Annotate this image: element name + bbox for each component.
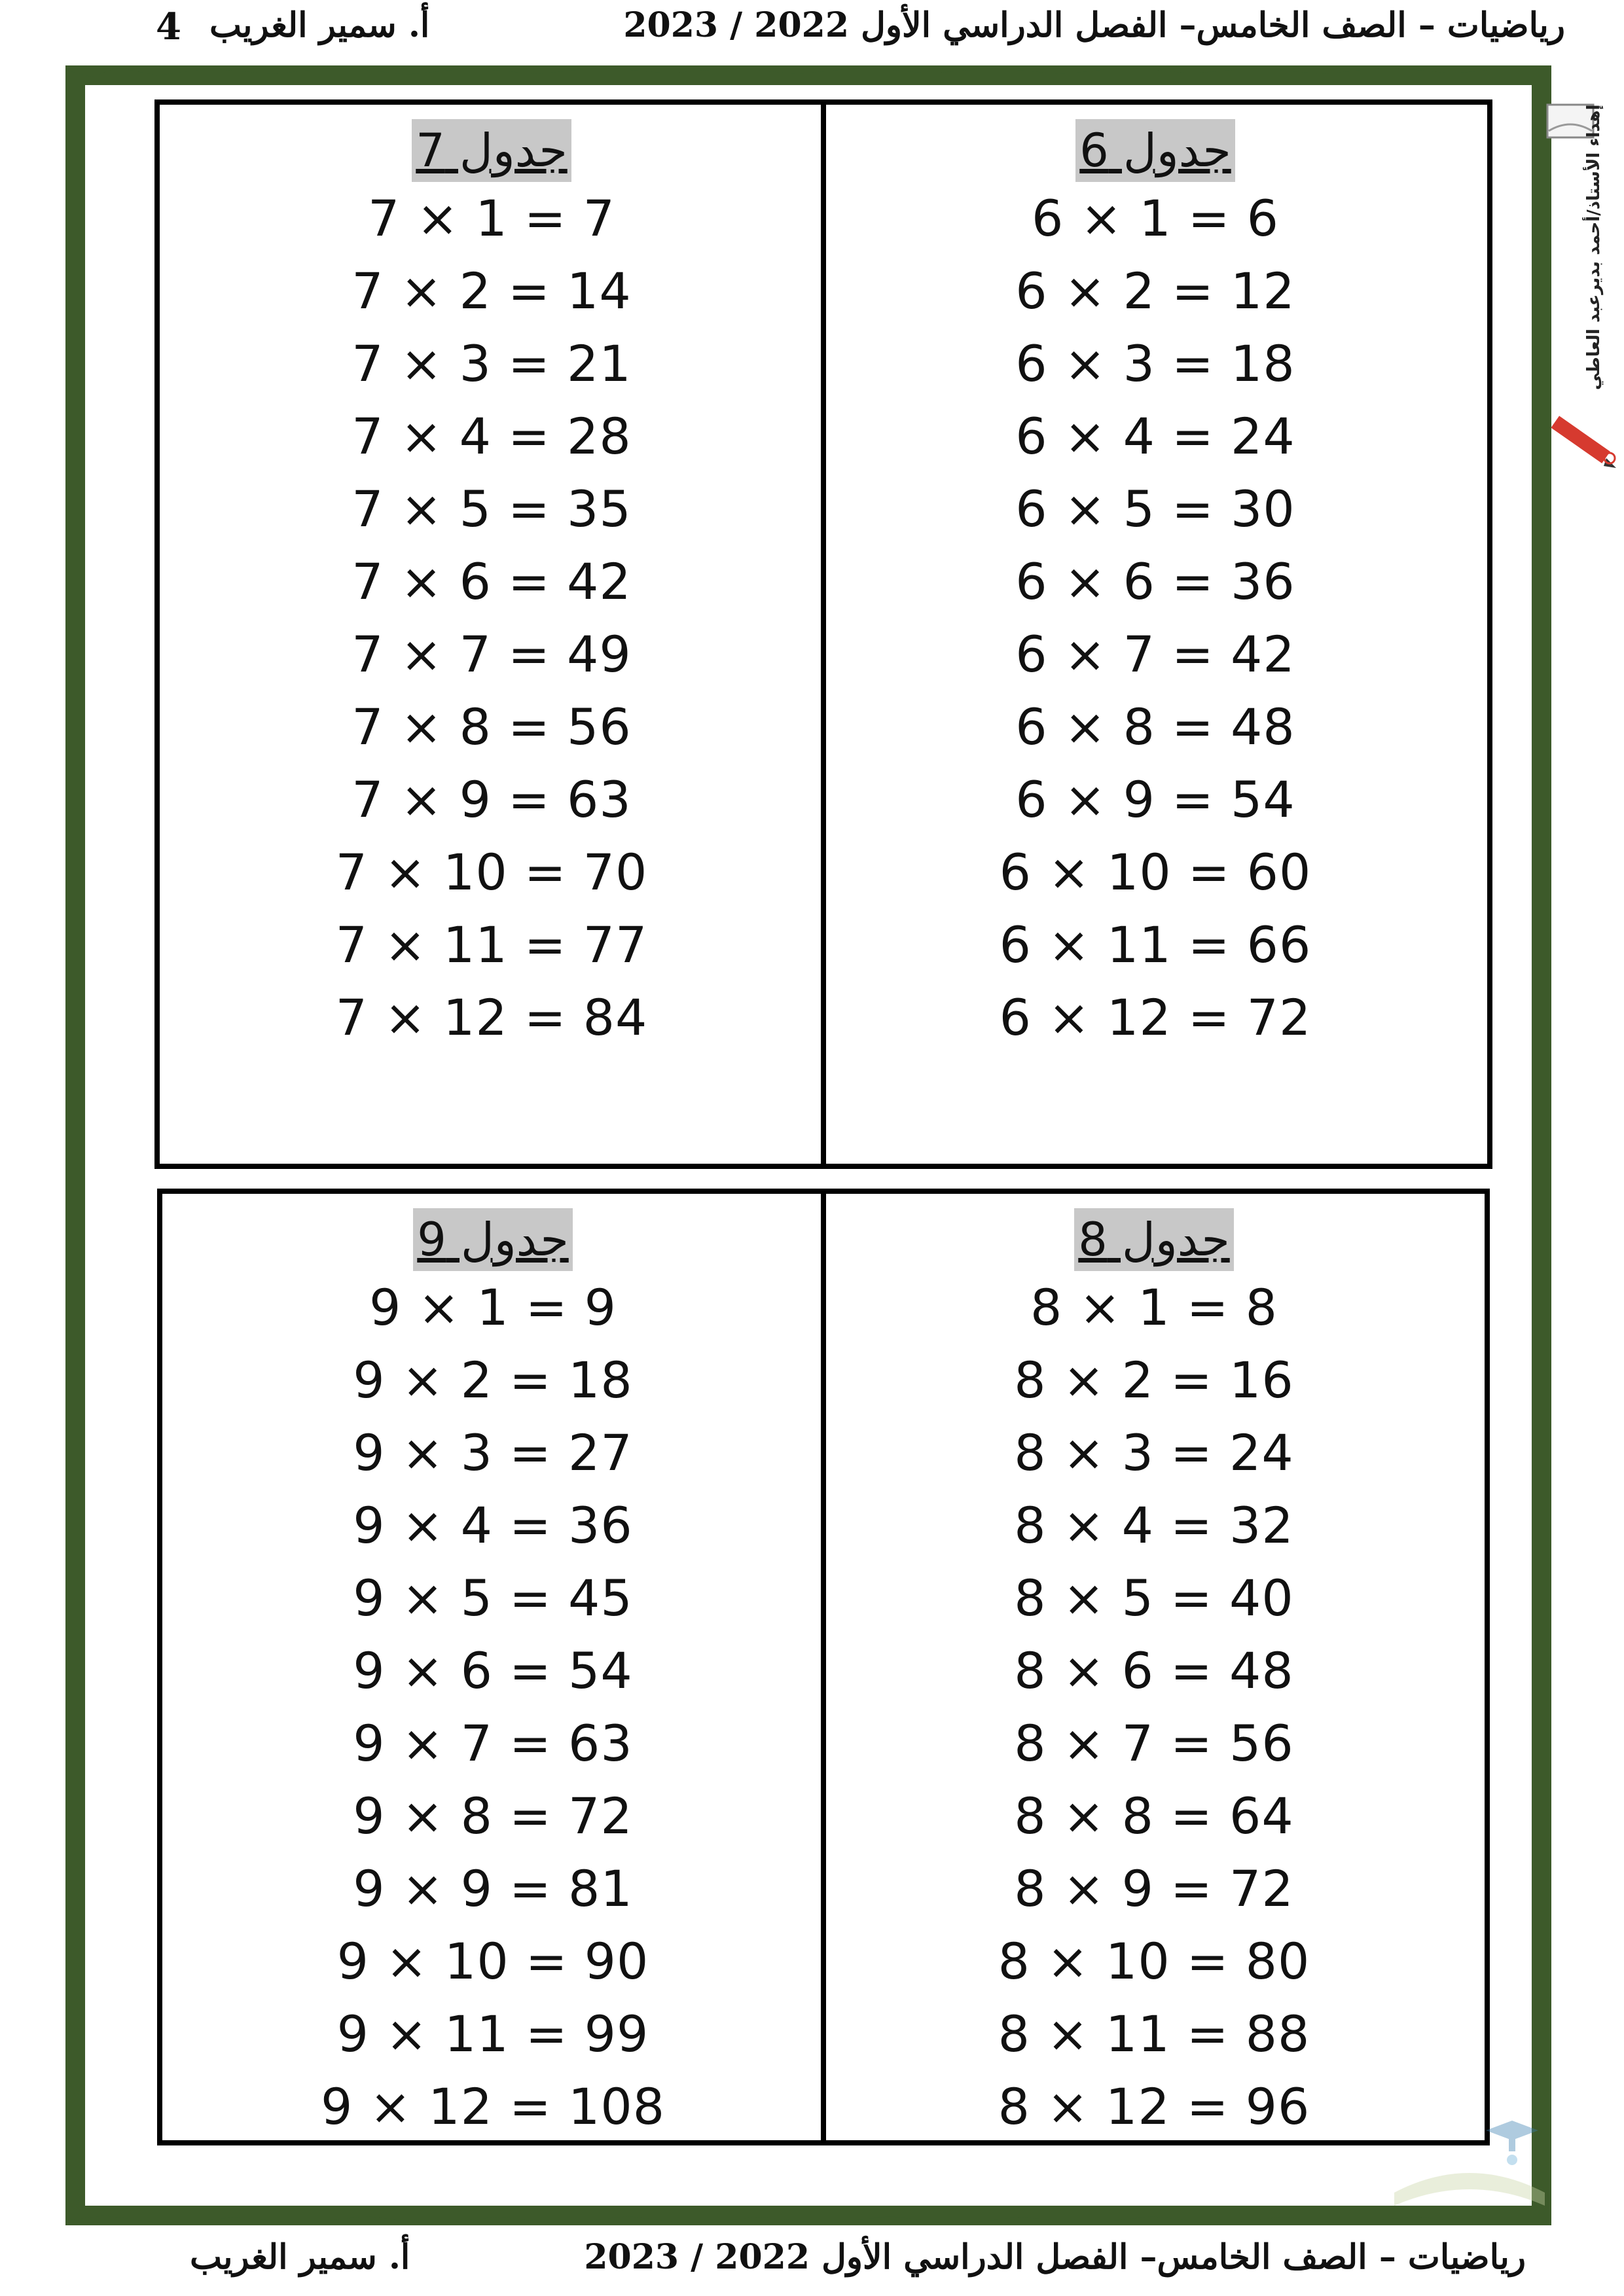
table-row: 8 × 6 = 48	[1014, 1641, 1294, 1700]
table-row: 8 × 8 = 64	[1014, 1787, 1294, 1845]
table-row: 6 × 1 = 6	[1031, 189, 1280, 247]
table-row: 7 × 9 = 63	[352, 770, 632, 829]
table-row: 7 × 2 = 14	[352, 262, 632, 320]
table-6	[823, 105, 1487, 1054]
table-row: 8 × 9 = 72	[1014, 1859, 1294, 1918]
table-row: 8 × 4 = 32	[1014, 1496, 1294, 1554]
table-row: 6 × 7 = 42	[1015, 625, 1295, 683]
table-row: 6 × 8 = 48	[1015, 698, 1295, 756]
table-title: جدول 9	[413, 1208, 572, 1271]
footer-subject-text: رياضيات – الصف الخامس– الفصل الدراسي الأول 2022 / 2023	[584, 2237, 1526, 2277]
table-row: 9 × 8 = 72	[353, 1787, 633, 1845]
table-row: 6 × 3 = 18	[1015, 334, 1295, 393]
table-row: 6 × 5 = 30	[1015, 480, 1295, 538]
table-row: 8 × 12 = 96	[998, 2077, 1310, 2136]
table-row: 7 × 8 = 56	[352, 698, 632, 756]
table-title: جدول 8	[1074, 1208, 1233, 1271]
table-row: 7 × 4 = 28	[352, 407, 632, 465]
page-footer	[0, 2237, 1624, 2296]
table-row: 8 × 3 = 24	[1014, 1424, 1294, 1482]
side-credit: إهداء الأستاذ/أحمد بديرعبد العاطي	[1584, 105, 1604, 391]
table-row: 7 × 11 = 77	[335, 916, 648, 974]
table-row: 9 × 1 = 9	[369, 1278, 617, 1336]
table-row: 9 × 4 = 36	[353, 1496, 633, 1554]
table-title: جدول 6	[1075, 119, 1235, 182]
table-row: 7 × 10 = 70	[335, 843, 648, 901]
table-row: 7 × 5 = 35	[352, 480, 632, 538]
watermark-logo-icon	[1381, 2108, 1558, 2225]
table-row: 7 × 12 = 84	[335, 988, 648, 1047]
table-row: 9 × 7 = 63	[353, 1714, 633, 1772]
table-9	[162, 1194, 823, 2143]
table-row: 9 × 11 = 99	[336, 2005, 649, 2063]
header-subject-text: رياضيات – الصف الخامس– الفصل الدراسي الأول 2022 / 2023	[623, 5, 1565, 45]
table-row: 7 × 7 = 49	[352, 625, 632, 683]
table-title: جدول 7	[412, 119, 571, 182]
table-row: 9 × 6 = 54	[353, 1641, 633, 1700]
table-row: 6 × 10 = 60	[999, 843, 1312, 901]
table-row: 9 × 12 = 108	[320, 2077, 666, 2136]
footer-author: أ. سمير الغريب	[190, 2237, 410, 2277]
table-row: 8 × 1 = 8	[1030, 1278, 1278, 1336]
table-row: 8 × 5 = 40	[1014, 1569, 1294, 1627]
table-row: 8 × 7 = 56	[1014, 1714, 1294, 1772]
table-row: 9 × 3 = 27	[353, 1424, 633, 1482]
table-row: 6 × 9 = 54	[1015, 770, 1295, 829]
table-row: 7 × 6 = 42	[352, 552, 632, 611]
table-row: 6 × 2 = 12	[1015, 262, 1295, 320]
tables-box-bottom	[157, 1189, 1490, 2145]
table-row: 9 × 10 = 90	[336, 1932, 649, 1990]
table-row: 9 × 5 = 45	[353, 1569, 633, 1627]
table-row: 8 × 2 = 16	[1014, 1351, 1294, 1409]
table-row: 8 × 11 = 88	[998, 2005, 1310, 2063]
table-row: 7 × 3 = 21	[352, 334, 632, 393]
page-number: 4	[156, 5, 181, 48]
table-row: 6 × 11 = 66	[999, 916, 1312, 974]
header-author: أ. سمير الغريب	[209, 5, 430, 45]
table-row: 8 × 10 = 80	[998, 1932, 1310, 1990]
table-row: 6 × 4 = 24	[1015, 407, 1295, 465]
table-row: 7 × 1 = 7	[367, 189, 616, 247]
table-row: 6 × 12 = 72	[999, 988, 1312, 1047]
tables-box-top	[154, 99, 1492, 1169]
page-header	[0, 5, 1624, 64]
table-row: 9 × 2 = 18	[353, 1351, 633, 1409]
table-row: 9 × 9 = 81	[353, 1859, 633, 1918]
table-row: 6 × 6 = 36	[1015, 552, 1295, 611]
table-7	[160, 105, 823, 1054]
table-8	[823, 1194, 1485, 2143]
